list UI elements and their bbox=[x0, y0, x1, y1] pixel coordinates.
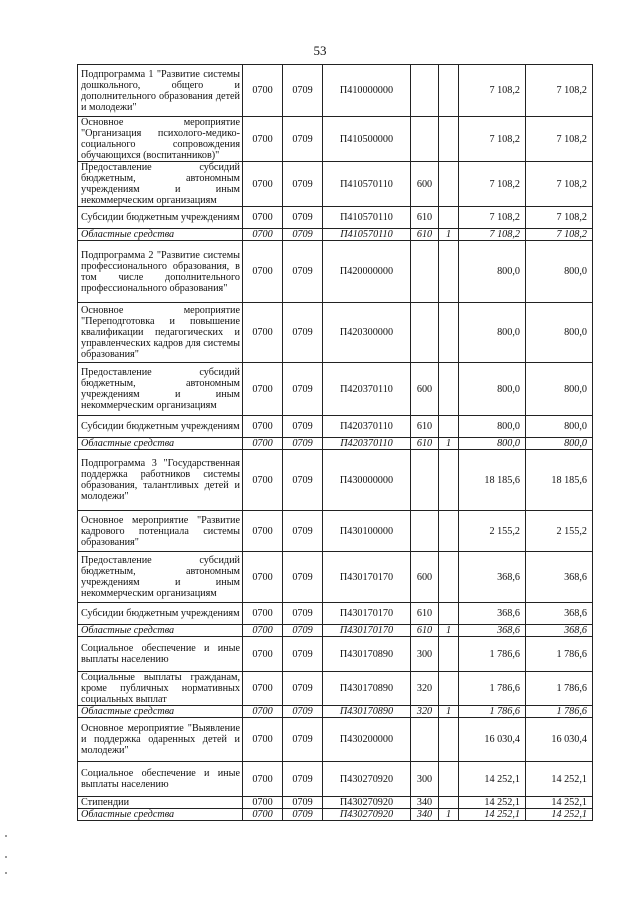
row-amount-1-cell: 800,0 bbox=[459, 241, 526, 303]
row-funding-code-cell bbox=[439, 207, 459, 229]
row-amount-1-cell: 14 252,1 bbox=[459, 797, 526, 809]
row-ved-cell: 0700 bbox=[243, 363, 283, 416]
row-section-cell: 0709 bbox=[283, 117, 323, 162]
row-section-cell: 0709 bbox=[283, 207, 323, 229]
row-expense-type-cell: 610 bbox=[411, 625, 439, 637]
row-amount-2-cell: 800,0 bbox=[526, 303, 593, 363]
table-row bbox=[78, 672, 593, 706]
row-ved-cell: 0700 bbox=[243, 809, 283, 821]
row-ved-cell: 0700 bbox=[243, 511, 283, 552]
row-amount-1-cell: 2 155,2 bbox=[459, 511, 526, 552]
row-funding-code-cell bbox=[439, 603, 459, 625]
row-section-cell: 0709 bbox=[283, 65, 323, 117]
table-body bbox=[78, 65, 593, 821]
row-amount-2-cell: 1 786,6 bbox=[526, 672, 593, 706]
row-amount-1-cell: 7 108,2 bbox=[459, 162, 526, 207]
row-section-cell: 0709 bbox=[283, 552, 323, 603]
row-target-article-cell: П430170170 bbox=[323, 552, 411, 603]
row-funding-code-cell bbox=[439, 552, 459, 603]
row-name-cell: Подпрограмма 1 "Развитие системы дошкольного, общего и дополнительного образования детей и молодежи" bbox=[78, 65, 243, 117]
row-ved-cell: 0700 bbox=[243, 797, 283, 809]
row-ved-cell: 0700 bbox=[243, 625, 283, 637]
row-amount-2-cell: 800,0 bbox=[526, 438, 593, 450]
row-ved-cell: 0700 bbox=[243, 552, 283, 603]
row-expense-type-cell bbox=[411, 511, 439, 552]
row-amount-2-cell: 1 786,6 bbox=[526, 706, 593, 718]
row-section-cell: 0709 bbox=[283, 603, 323, 625]
row-amount-2-cell: 14 252,1 bbox=[526, 809, 593, 821]
row-funding-code-cell: 1 bbox=[439, 625, 459, 637]
row-funding-code-cell bbox=[439, 450, 459, 511]
row-funding-code-cell: 1 bbox=[439, 438, 459, 450]
table-row bbox=[78, 718, 593, 762]
row-amount-2-cell: 368,6 bbox=[526, 552, 593, 603]
row-name-cell: Социальное обеспечение и иные выплаты населению bbox=[78, 762, 243, 797]
row-section-cell: 0709 bbox=[283, 303, 323, 363]
row-amount-1-cell: 800,0 bbox=[459, 363, 526, 416]
table-row bbox=[78, 450, 593, 511]
row-amount-2-cell: 7 108,2 bbox=[526, 65, 593, 117]
table-row-regional-funds bbox=[78, 625, 593, 637]
table-row-regional-funds bbox=[78, 438, 593, 450]
row-target-article-cell: П420370110 bbox=[323, 438, 411, 450]
row-target-article-cell: П410570110 bbox=[323, 162, 411, 207]
row-name-cell: Основное мероприятие "Выявление и поддержка одаренных детей и молодежи" bbox=[78, 718, 243, 762]
row-funding-code-cell: 1 bbox=[439, 229, 459, 241]
row-target-article-cell: П410500000 bbox=[323, 117, 411, 162]
table-row bbox=[78, 552, 593, 603]
row-expense-type-cell: 600 bbox=[411, 162, 439, 207]
row-amount-1-cell: 14 252,1 bbox=[459, 762, 526, 797]
row-ved-cell: 0700 bbox=[243, 438, 283, 450]
row-ved-cell: 0700 bbox=[243, 672, 283, 706]
row-name-cell: Областные средства bbox=[78, 809, 243, 821]
row-ved-cell: 0700 bbox=[243, 762, 283, 797]
row-amount-1-cell: 800,0 bbox=[459, 416, 526, 438]
row-funding-code-cell bbox=[439, 117, 459, 162]
row-name-cell: Предоставление субсидий бюджетным, автономным учреждениям и иным некоммерческим организациям bbox=[78, 162, 243, 207]
row-name-cell: Областные средства bbox=[78, 438, 243, 450]
row-expense-type-cell: 610 bbox=[411, 207, 439, 229]
row-expense-type-cell bbox=[411, 241, 439, 303]
row-amount-2-cell: 16 030,4 bbox=[526, 718, 593, 762]
row-amount-2-cell: 7 108,2 bbox=[526, 229, 593, 241]
row-target-article-cell: П410570110 bbox=[323, 229, 411, 241]
row-target-article-cell: П420370110 bbox=[323, 416, 411, 438]
row-amount-1-cell: 7 108,2 bbox=[459, 229, 526, 241]
row-expense-type-cell: 600 bbox=[411, 552, 439, 603]
row-amount-2-cell: 18 185,6 bbox=[526, 450, 593, 511]
row-funding-code-cell: 1 bbox=[439, 706, 459, 718]
table-row bbox=[78, 797, 593, 809]
row-amount-1-cell: 800,0 bbox=[459, 303, 526, 363]
row-funding-code-cell bbox=[439, 797, 459, 809]
row-funding-code-cell bbox=[439, 303, 459, 363]
row-name-cell: Субсидии бюджетным учреждениям bbox=[78, 207, 243, 229]
row-amount-1-cell: 7 108,2 bbox=[459, 117, 526, 162]
row-expense-type-cell: 300 bbox=[411, 762, 439, 797]
row-ved-cell: 0700 bbox=[243, 637, 283, 672]
row-expense-type-cell: 610 bbox=[411, 603, 439, 625]
row-amount-1-cell: 800,0 bbox=[459, 438, 526, 450]
table-row bbox=[78, 637, 593, 672]
row-expense-type-cell bbox=[411, 718, 439, 762]
row-ved-cell: 0700 bbox=[243, 416, 283, 438]
row-section-cell: 0709 bbox=[283, 637, 323, 672]
table-row bbox=[78, 65, 593, 117]
table-row-regional-funds bbox=[78, 706, 593, 718]
row-target-article-cell: П430270920 bbox=[323, 762, 411, 797]
row-amount-2-cell: 7 108,2 bbox=[526, 162, 593, 207]
scan-speck bbox=[5, 835, 7, 837]
row-amount-1-cell: 7 108,2 bbox=[459, 207, 526, 229]
row-amount-2-cell: 368,6 bbox=[526, 603, 593, 625]
scan-speck bbox=[5, 872, 7, 874]
table-row bbox=[78, 207, 593, 229]
row-name-cell: Подпрограмма 3 "Государственная поддержка работников системы образования, талантливых детей и молодежи" bbox=[78, 450, 243, 511]
row-amount-1-cell: 1 786,6 bbox=[459, 706, 526, 718]
row-name-cell: Стипендии bbox=[78, 797, 243, 809]
row-name-cell: Субсидии бюджетным учреждениям bbox=[78, 603, 243, 625]
row-funding-code-cell bbox=[439, 672, 459, 706]
row-amount-2-cell: 14 252,1 bbox=[526, 797, 593, 809]
row-amount-2-cell: 800,0 bbox=[526, 363, 593, 416]
row-name-cell: Социальное обеспечение и иные выплаты населению bbox=[78, 637, 243, 672]
row-name-cell: Основное мероприятие "Развитие кадрового потенциала системы образования" bbox=[78, 511, 243, 552]
row-section-cell: 0709 bbox=[283, 762, 323, 797]
row-amount-2-cell: 1 786,6 bbox=[526, 637, 593, 672]
row-name-cell: Субсидии бюджетным учреждениям bbox=[78, 416, 243, 438]
row-ved-cell: 0700 bbox=[243, 706, 283, 718]
row-target-article-cell: П420300000 bbox=[323, 303, 411, 363]
row-target-article-cell: П430000000 bbox=[323, 450, 411, 511]
row-amount-2-cell: 7 108,2 bbox=[526, 207, 593, 229]
row-expense-type-cell: 320 bbox=[411, 706, 439, 718]
table-row bbox=[78, 117, 593, 162]
row-section-cell: 0709 bbox=[283, 229, 323, 241]
row-section-cell: 0709 bbox=[283, 706, 323, 718]
row-section-cell: 0709 bbox=[283, 511, 323, 552]
row-expense-type-cell: 300 bbox=[411, 637, 439, 672]
row-funding-code-cell bbox=[439, 416, 459, 438]
row-section-cell: 0709 bbox=[283, 625, 323, 637]
scan-speck bbox=[5, 856, 7, 858]
row-section-cell: 0709 bbox=[283, 241, 323, 303]
row-name-cell: Областные средства bbox=[78, 706, 243, 718]
row-ved-cell: 0700 bbox=[243, 207, 283, 229]
table-row bbox=[78, 363, 593, 416]
row-amount-1-cell: 14 252,1 bbox=[459, 809, 526, 821]
row-expense-type-cell: 610 bbox=[411, 416, 439, 438]
row-amount-1-cell: 1 786,6 bbox=[459, 637, 526, 672]
row-amount-2-cell: 7 108,2 bbox=[526, 117, 593, 162]
row-target-article-cell: П430170170 bbox=[323, 625, 411, 637]
row-target-article-cell: П430170890 bbox=[323, 637, 411, 672]
table-row bbox=[78, 416, 593, 438]
row-target-article-cell: П420000000 bbox=[323, 241, 411, 303]
row-expense-type-cell: 320 bbox=[411, 672, 439, 706]
row-ved-cell: 0700 bbox=[243, 718, 283, 762]
row-funding-code-cell bbox=[439, 162, 459, 207]
table-row bbox=[78, 303, 593, 363]
row-funding-code-cell bbox=[439, 718, 459, 762]
row-ved-cell: 0700 bbox=[243, 450, 283, 511]
table-row-regional-funds bbox=[78, 809, 593, 821]
budget-table bbox=[77, 64, 593, 821]
row-expense-type-cell bbox=[411, 65, 439, 117]
row-target-article-cell: П430170890 bbox=[323, 706, 411, 718]
row-target-article-cell: П430170170 bbox=[323, 603, 411, 625]
table-row-regional-funds bbox=[78, 229, 593, 241]
row-name-cell: Областные средства bbox=[78, 229, 243, 241]
row-ved-cell: 0700 bbox=[243, 603, 283, 625]
row-amount-1-cell: 368,6 bbox=[459, 603, 526, 625]
row-section-cell: 0709 bbox=[283, 450, 323, 511]
row-ved-cell: 0700 bbox=[243, 303, 283, 363]
row-expense-type-cell: 600 bbox=[411, 363, 439, 416]
row-amount-2-cell: 800,0 bbox=[526, 416, 593, 438]
row-funding-code-cell: 1 bbox=[439, 809, 459, 821]
row-section-cell: 0709 bbox=[283, 672, 323, 706]
row-target-article-cell: П430270920 bbox=[323, 809, 411, 821]
row-expense-type-cell: 340 bbox=[411, 809, 439, 821]
row-section-cell: 0709 bbox=[283, 718, 323, 762]
row-name-cell: Основное мероприятие "Организация психолого-медико-социального сопровождения обучающихся (воспитанников)" bbox=[78, 117, 243, 162]
row-expense-type-cell bbox=[411, 117, 439, 162]
row-target-article-cell: П430170890 bbox=[323, 672, 411, 706]
row-expense-type-cell: 610 bbox=[411, 229, 439, 241]
row-expense-type-cell bbox=[411, 450, 439, 511]
row-amount-1-cell: 16 030,4 bbox=[459, 718, 526, 762]
row-amount-1-cell: 1 786,6 bbox=[459, 672, 526, 706]
row-funding-code-cell bbox=[439, 241, 459, 303]
row-target-article-cell: П430200000 bbox=[323, 718, 411, 762]
row-section-cell: 0709 bbox=[283, 416, 323, 438]
row-funding-code-cell bbox=[439, 65, 459, 117]
row-section-cell: 0709 bbox=[283, 162, 323, 207]
row-expense-type-cell: 340 bbox=[411, 797, 439, 809]
table-row bbox=[78, 241, 593, 303]
row-name-cell: Предоставление субсидий бюджетным, автономным учреждениям и иным некоммерческим организациям bbox=[78, 552, 243, 603]
row-ved-cell: 0700 bbox=[243, 65, 283, 117]
row-name-cell: Основное мероприятие "Переподготовка и повышение квалификации педагогических и управленческих кадров для системы образования" bbox=[78, 303, 243, 363]
row-funding-code-cell bbox=[439, 637, 459, 672]
row-amount-2-cell: 14 252,1 bbox=[526, 762, 593, 797]
row-section-cell: 0709 bbox=[283, 797, 323, 809]
row-section-cell: 0709 bbox=[283, 809, 323, 821]
table-row bbox=[78, 762, 593, 797]
row-funding-code-cell bbox=[439, 511, 459, 552]
row-ved-cell: 0700 bbox=[243, 241, 283, 303]
row-amount-2-cell: 368,6 bbox=[526, 625, 593, 637]
table-row bbox=[78, 162, 593, 207]
row-funding-code-cell bbox=[439, 762, 459, 797]
row-ved-cell: 0700 bbox=[243, 162, 283, 207]
row-amount-1-cell: 18 185,6 bbox=[459, 450, 526, 511]
row-section-cell: 0709 bbox=[283, 438, 323, 450]
row-amount-1-cell: 7 108,2 bbox=[459, 65, 526, 117]
row-expense-type-cell bbox=[411, 303, 439, 363]
row-target-article-cell: П430100000 bbox=[323, 511, 411, 552]
row-section-cell: 0709 bbox=[283, 363, 323, 416]
row-ved-cell: 0700 bbox=[243, 117, 283, 162]
page-number: 53 bbox=[313, 43, 327, 58]
table-row bbox=[78, 511, 593, 552]
row-target-article-cell: П410570110 bbox=[323, 207, 411, 229]
row-expense-type-cell: 610 bbox=[411, 438, 439, 450]
row-funding-code-cell bbox=[439, 363, 459, 416]
row-name-cell: Областные средства bbox=[78, 625, 243, 637]
row-amount-2-cell: 2 155,2 bbox=[526, 511, 593, 552]
row-amount-2-cell: 800,0 bbox=[526, 241, 593, 303]
row-name-cell: Предоставление субсидий бюджетным, автономным учреждениям и иным некоммерческим организациям bbox=[78, 363, 243, 416]
row-name-cell: Социальные выплаты гражданам, кроме публичных нормативных социальных выплат bbox=[78, 672, 243, 706]
row-amount-1-cell: 368,6 bbox=[459, 625, 526, 637]
row-name-cell: Подпрограмма 2 "Развитие системы профессионального образования, в том числе дополнительного профессионального образования" bbox=[78, 241, 243, 303]
row-amount-1-cell: 368,6 bbox=[459, 552, 526, 603]
row-target-article-cell: П410000000 bbox=[323, 65, 411, 117]
table-row bbox=[78, 603, 593, 625]
row-ved-cell: 0700 bbox=[243, 229, 283, 241]
row-target-article-cell: П430270920 bbox=[323, 797, 411, 809]
row-target-article-cell: П420370110 bbox=[323, 363, 411, 416]
